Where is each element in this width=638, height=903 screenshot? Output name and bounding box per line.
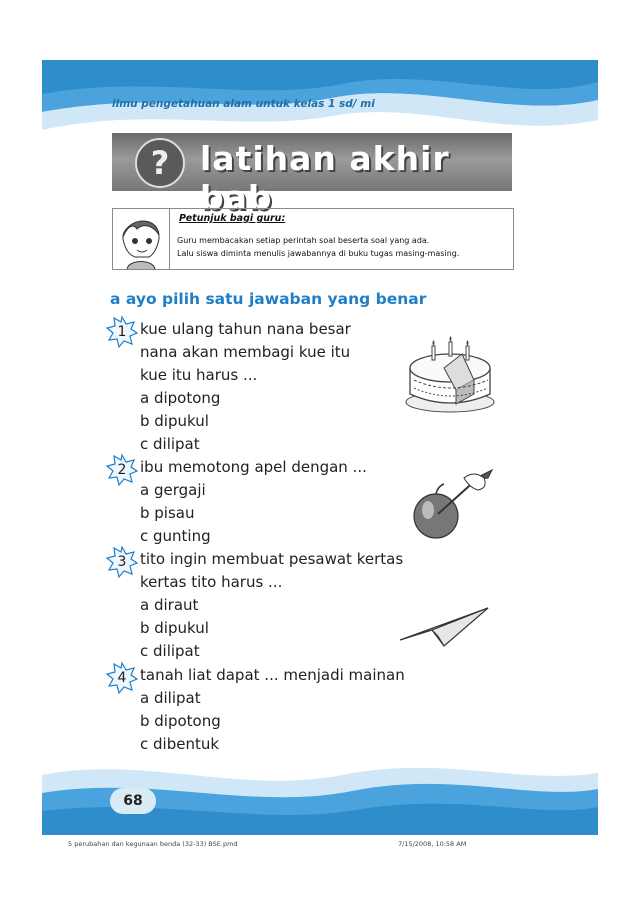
question-number: 3	[117, 554, 127, 570]
answer-option: b dipotong	[140, 712, 221, 730]
question-number: 2	[117, 462, 127, 478]
page-number: 68	[110, 788, 156, 814]
question-text: kue ulang tahun nana besar	[140, 320, 351, 338]
answer-option: a gergaji	[140, 481, 206, 499]
question-number: 4	[117, 670, 127, 686]
question-text: ibu memotong apel dengan ...	[140, 458, 367, 476]
answer-option: a dilipat	[140, 689, 201, 707]
question-text: tito ingin membuat pesawat kertas	[140, 550, 404, 568]
answer-option: a diraut	[140, 596, 199, 614]
answer-option: b dipukul	[140, 412, 209, 430]
answer-option: c dilipat	[140, 435, 200, 453]
subject-header: ilmu pengetahuan alam untuk kelas 1 sd/ mi	[112, 98, 375, 110]
answer-option: c dilipat	[140, 642, 200, 660]
paper-plane-illustration	[398, 606, 490, 648]
question-mark-icon	[134, 137, 186, 189]
answer-option: b pisau	[140, 504, 195, 522]
footer-timestamp: 7/15/2008, 10:58 AM	[398, 840, 467, 848]
question-number-badge	[106, 662, 138, 694]
teacher-instruction-line: Guru membacakan setiap perintah soal beserta soal yang ada.	[177, 236, 430, 245]
page	[42, 60, 598, 835]
answer-option: b dipukul	[140, 619, 209, 637]
answer-option: a dipotong	[140, 389, 221, 407]
question-number: 1	[117, 324, 127, 340]
apple-knife-illustration	[408, 470, 494, 540]
question-number-badge	[106, 546, 138, 578]
banner-title: latihan akhir bab	[200, 139, 450, 217]
birthday-cake-illustration	[404, 332, 498, 414]
section-heading: a ayo pilih satu jawaban yang benar	[110, 290, 427, 308]
svg-text:?: ?	[150, 144, 170, 182]
question-text: tanah liat dapat ... menjadi mainan	[140, 666, 405, 684]
teacher-instruction-line: Lalu siswa diminta menulis jawabannya di buku tugas masing-masing.	[177, 249, 460, 258]
question-text: nana akan membagi kue itu	[140, 343, 351, 361]
answer-option: c dibentuk	[140, 735, 220, 753]
answer-option: c gunting	[140, 527, 211, 545]
teacher-instruction-box	[112, 208, 514, 270]
chapter-banner	[112, 133, 512, 217]
question-number-badge	[106, 316, 138, 348]
question-text: kue itu harus ...	[140, 366, 258, 384]
teacher-face-icon	[113, 209, 170, 269]
question-number-badge	[106, 454, 138, 486]
teacher-instruction-label: Petunjuk bagi guru:	[179, 213, 286, 224]
footer-filename: 5 perubahan dan kegunaan benda (32-33) BSE.pmd	[68, 840, 238, 848]
question-text: kertas tito harus ...	[140, 573, 283, 591]
